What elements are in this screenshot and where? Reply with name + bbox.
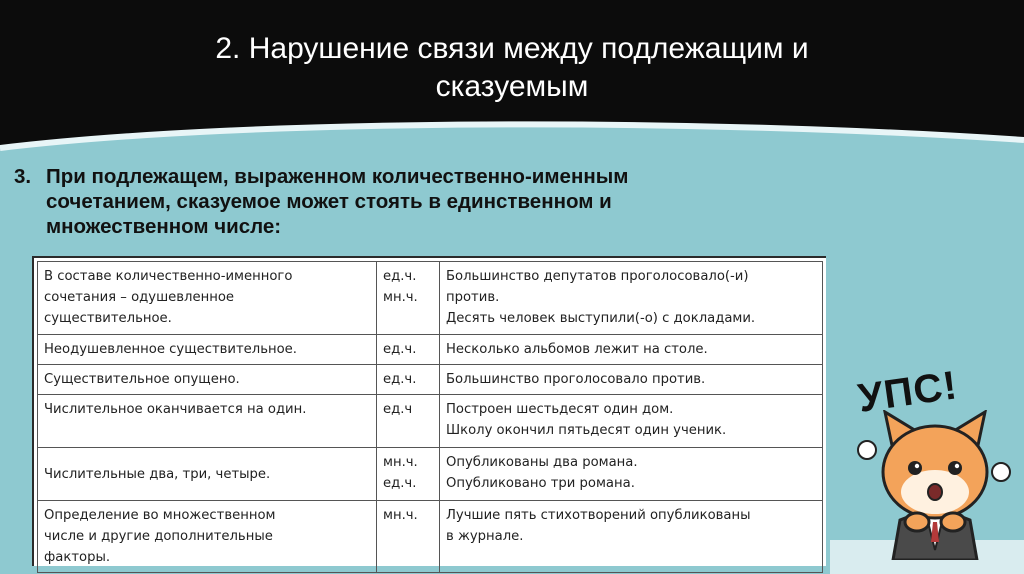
number-cell xyxy=(377,501,440,573)
cell-line: Существительное опущено. xyxy=(44,372,240,387)
condition-cell xyxy=(38,365,377,395)
cell-line: Несколько альбомов лежит на столе. xyxy=(446,342,708,357)
rules-table xyxy=(37,261,823,573)
table-row xyxy=(38,365,823,395)
number-cell xyxy=(377,395,440,448)
rule-text-line-3: множественном числе: xyxy=(46,215,282,238)
cell-line: мн.ч. xyxy=(383,508,418,523)
sticker-caption: УПС! xyxy=(855,363,961,421)
cell-line: Школу окончил пятьдесят один ученик. xyxy=(446,423,727,438)
rule-text-line-1: При подлежащем, выраженном количественно-именным xyxy=(46,165,629,188)
cell-line: ед.ч xyxy=(383,402,413,417)
cell-line: ед.ч. xyxy=(383,269,417,284)
table-row xyxy=(38,501,823,573)
cell-line: Большинство проголосовало против. xyxy=(446,372,706,387)
cell-line: мн.ч. xyxy=(383,290,418,305)
table-row xyxy=(38,262,823,335)
number-cell xyxy=(377,365,440,395)
condition-cell xyxy=(38,262,377,335)
example-cell xyxy=(440,448,823,501)
cell-line: Неодушевленное существительное. xyxy=(44,342,297,357)
cell-line: Числительное оканчивается на один. xyxy=(44,402,307,417)
example-cell xyxy=(440,335,823,365)
cell-line: мн.ч. xyxy=(383,455,418,470)
slide-title xyxy=(0,30,1024,106)
cell-line: Построен шестьдесят один дом. xyxy=(446,402,674,417)
example-cell xyxy=(440,501,823,573)
condition-cell xyxy=(38,335,377,365)
rules-table-container xyxy=(32,256,826,566)
table-row xyxy=(38,395,823,448)
slide-title-line-1: 2. Нарушение связи между подлежащим и xyxy=(215,32,809,65)
example-cell xyxy=(440,365,823,395)
cell-line: ед.ч. xyxy=(383,372,417,387)
cell-line: Десять человек выступили(-о) с докладами. xyxy=(446,311,756,326)
rule-number: 3. xyxy=(14,165,32,188)
rule-text-line-2: сочетанием, сказуемое может стоять в единственном и xyxy=(46,190,612,213)
cell-line: Определение во множественном xyxy=(44,508,276,523)
condition-cell xyxy=(38,395,377,448)
slide-title-line-2: сказуемым xyxy=(435,70,589,103)
cell-line: существительное. xyxy=(44,311,172,326)
cell-line: ед.ч. xyxy=(383,476,417,491)
example-cell xyxy=(440,395,823,448)
cell-line: против. xyxy=(446,290,500,305)
cell-line: Опубликовано три романа. xyxy=(446,476,635,491)
condition-cell xyxy=(38,448,377,501)
number-cell xyxy=(377,448,440,501)
rule-text xyxy=(46,164,628,239)
number-cell xyxy=(377,262,440,335)
cell-line: сочетания – одушевленное xyxy=(44,290,235,305)
surprised-fox-icon xyxy=(855,410,1015,560)
cell-line: факторы. xyxy=(44,550,111,565)
condition-cell xyxy=(38,501,377,573)
cell-line: Опубликованы два романа. xyxy=(446,455,638,470)
table-row xyxy=(38,335,823,365)
cell-line: числе и другие дополнительные xyxy=(44,529,273,544)
number-cell xyxy=(377,335,440,365)
example-cell xyxy=(440,262,823,335)
cell-line: Числительные два, три, четыре. xyxy=(44,466,271,482)
cell-line: Лучшие пять стихотворений опубликованы xyxy=(446,508,751,523)
cell-line: в журнале. xyxy=(446,529,524,544)
cell-line: ед.ч. xyxy=(383,342,417,357)
cell-line: В составе количественно-именного xyxy=(44,269,293,284)
table-row xyxy=(38,448,823,501)
rule-statement xyxy=(14,164,814,239)
cell-line: Большинство депутатов проголосовало(-и) xyxy=(446,269,749,284)
